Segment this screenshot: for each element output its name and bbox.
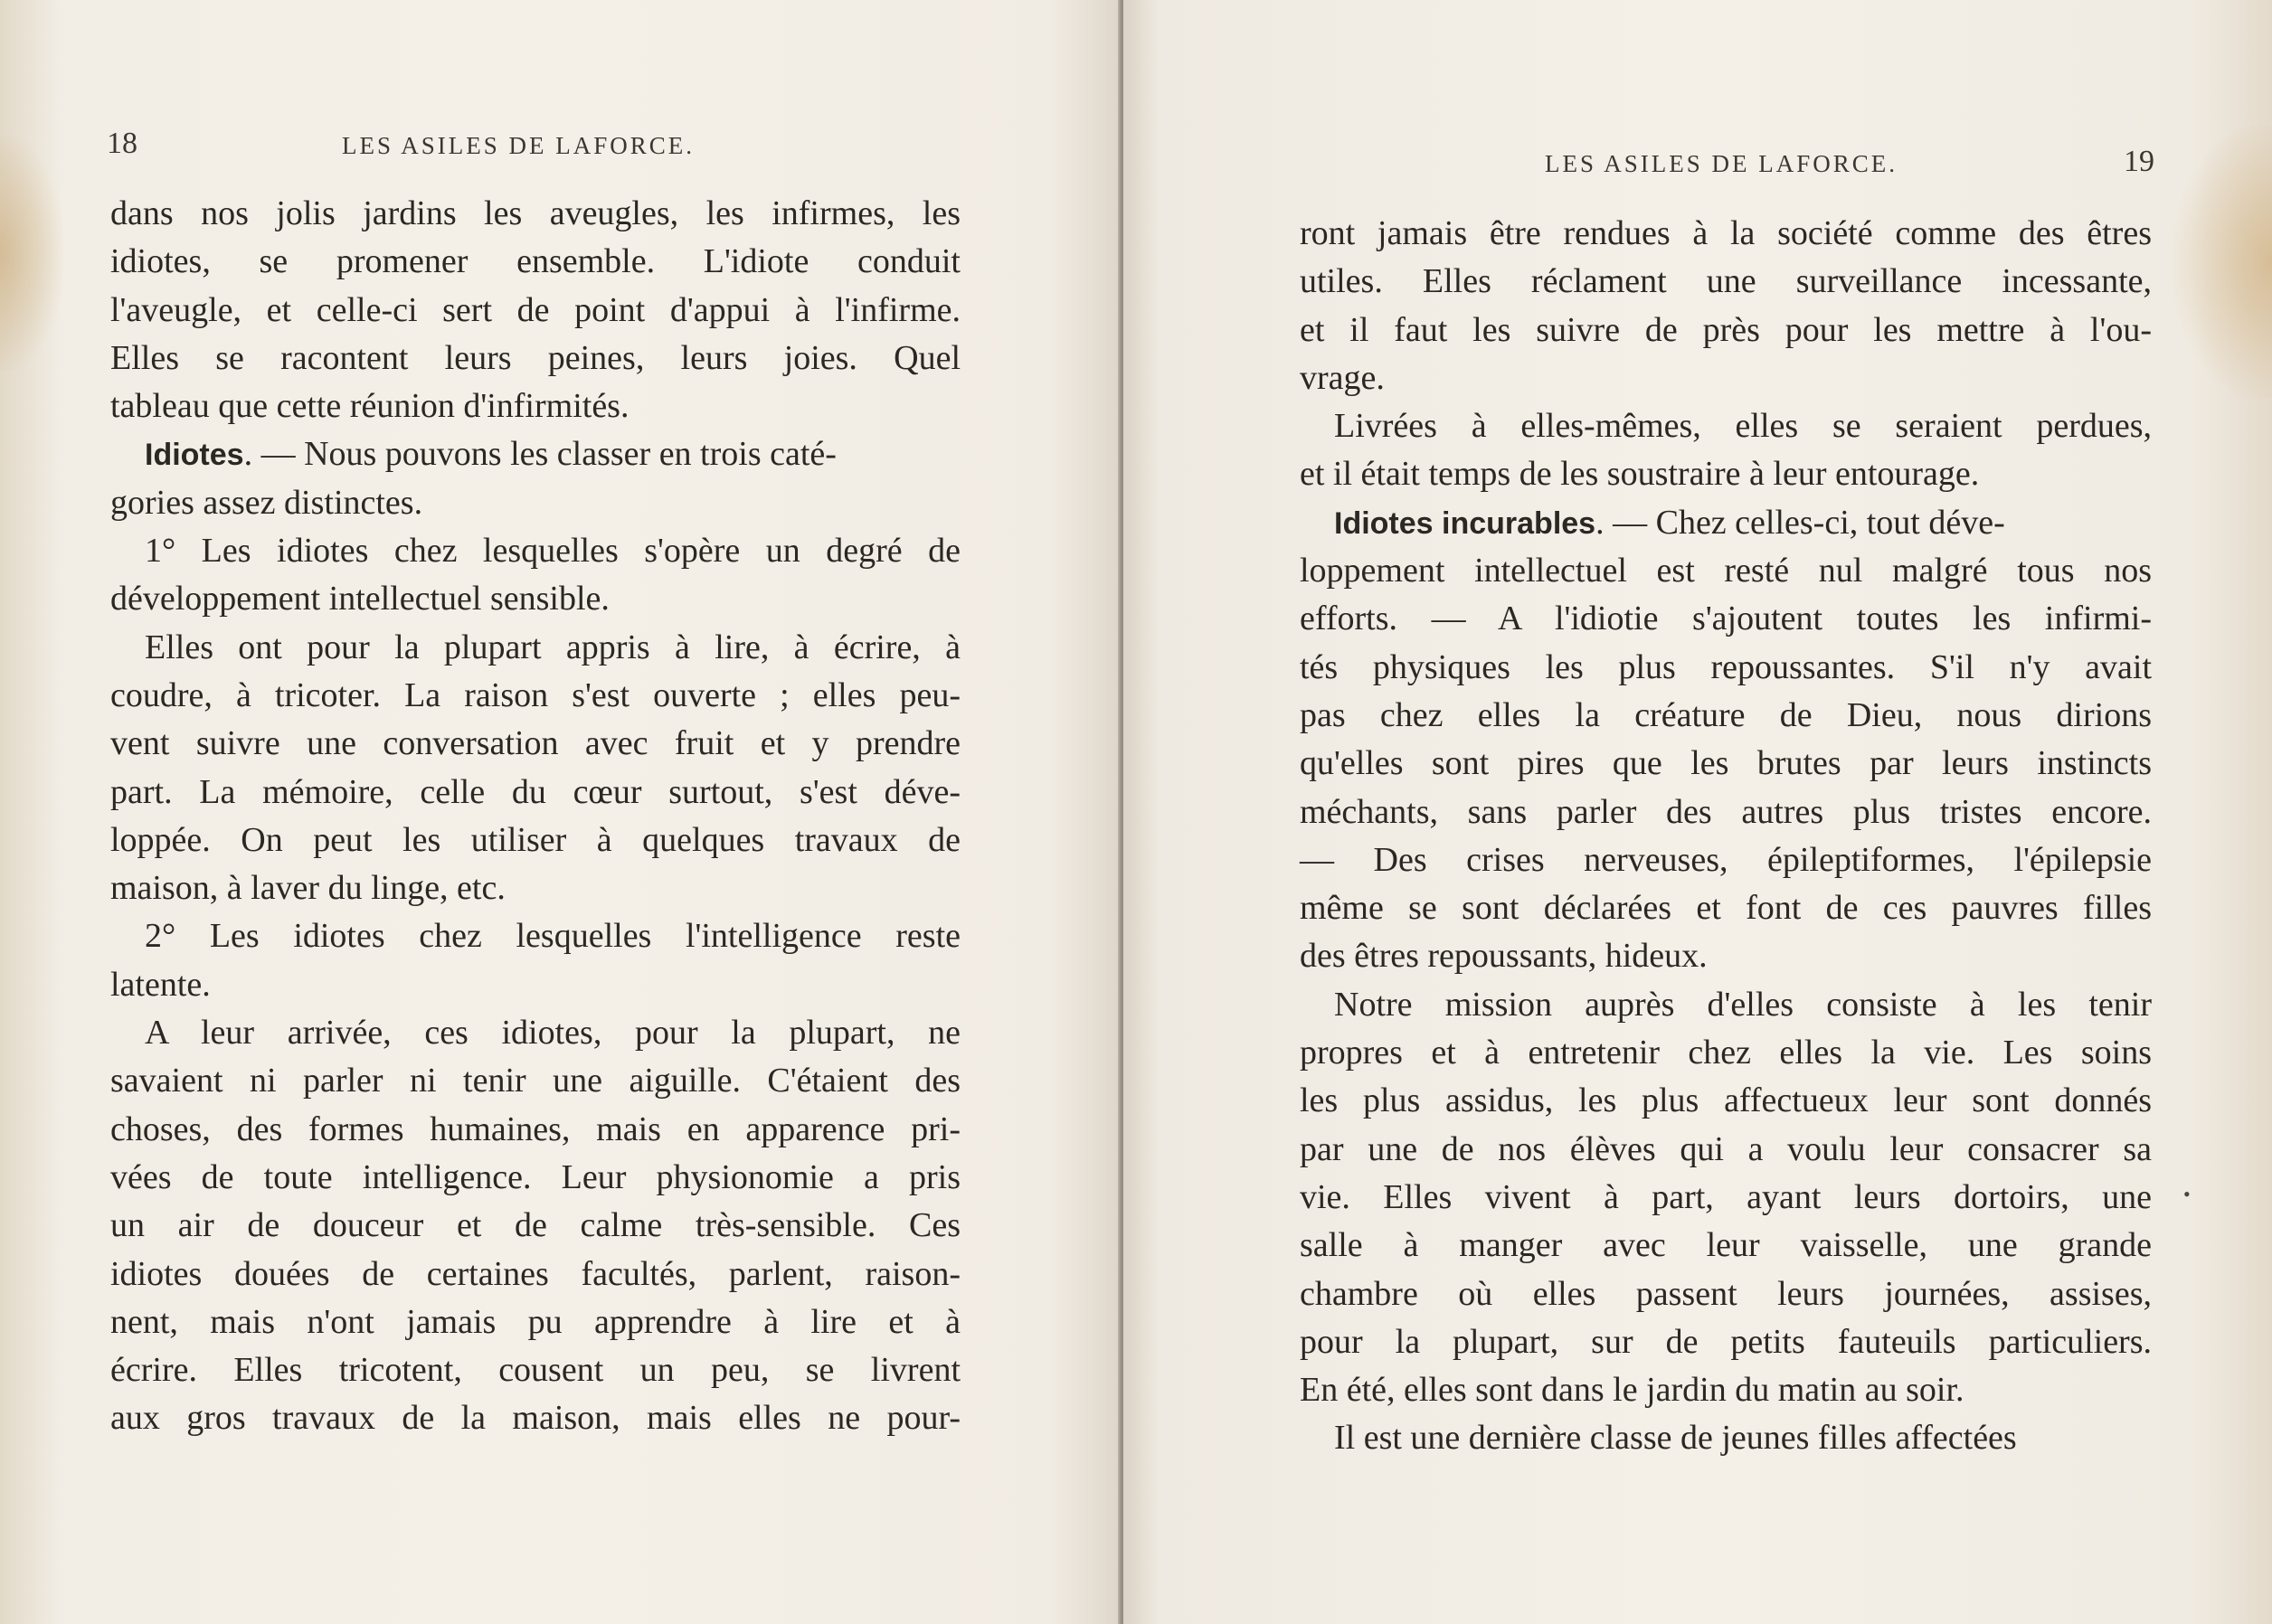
line-text: vrage. [1300,358,1385,397]
line-text: des êtres repoussants, hideux. [1300,937,1708,976]
line-text: . — Chez celles-ci, tout déve- [1595,503,2005,542]
text-line [110,961,961,1009]
text-line [1300,836,2152,884]
text-line [110,672,961,720]
text-line [110,912,961,960]
page-number-right: 19 [2124,145,2154,178]
text-line [110,720,961,768]
text-line [1300,884,2152,932]
line-text: dans nos jolis jardins les aveugles, les infirmes, les [110,194,961,232]
text-line [1300,1077,2152,1125]
line-text: par une de nos élèves qui a voulu leur consacrer sa [1300,1129,2152,1168]
left-page [0,0,1122,1624]
text-line [110,335,961,382]
text-line [110,1251,961,1298]
text-line [1300,1174,2152,1222]
text-line [1300,1414,2152,1462]
text-line [1300,1029,2152,1077]
text-line [110,430,961,478]
line-text: l'aveugle, et celle-ci sert de point d'appui à l'infirme. [110,290,961,329]
text-line [110,527,961,575]
line-text: tés physiques les plus repoussantes. S'il n'y avait [1300,647,2152,686]
text-line [1300,1366,2152,1414]
line-text: loppée. On peut les utiliser à quelques travaux de [110,820,961,859]
line-text: coudre, à tricoter. La raison s'est ouverte ; elles peu- [110,675,961,714]
text-line [1300,692,2152,740]
text-line [1300,499,2152,547]
line-text: salle à manger avec leur vaisselle, une grande [1300,1226,2152,1265]
text-line [110,1154,961,1202]
text-line [110,1202,961,1250]
line-text: . — Nous pouvons les classer en trois caté- [243,435,837,474]
line-text: ront jamais être rendues à la société comme des êtres [1300,214,2152,252]
text-line [110,382,961,430]
line-text: pas chez elles la créature de Dieu, nous dirions [1300,695,2152,734]
line-text: les plus assidus, les plus affectueux leur sont donnés [1300,1081,2152,1120]
running-head-right: LES ASILES DE LAFORCE. [1545,150,1898,177]
text-line [110,769,961,817]
line-text: 2° Les idiotes chez lesquelles l'intelligence reste [145,917,961,956]
line-text: propres et à entretenir chez elles la vie. Les soins [1300,1034,2152,1072]
right-page [1123,0,2272,1624]
text-line [1300,210,2152,258]
text-line [1300,354,2152,402]
line-text: loppement intellectuel est resté nul malgré tous nos [1300,552,2152,590]
line-text: vées de toute intelligence. Leur physionomie a pris [110,1157,961,1196]
text-line [110,1394,961,1442]
line-text: nent, mais n'ont jamais pu apprendre à lire et à [110,1302,961,1341]
text-line [1300,740,2152,788]
paper-stain [0,136,63,371]
text-line [1300,402,2152,450]
line-text: Il est une dernière classe de jeunes filles affectées [1334,1419,2017,1458]
ink-speck: • [2183,1183,2191,1205]
line-text: savaient ni parler ni tenir une aiguille. C'étaient des [110,1062,961,1100]
line-text: développement intellectuel sensible. [110,580,610,618]
text-line [1300,644,2152,692]
line-text: 1° Les idiotes chez lesquelles s'opère un degré de [145,532,961,571]
text-line [110,624,961,672]
running-head-left: LES ASILES DE LAFORCE. [342,132,696,159]
line-text: un air de douceur et de calme très-sensible. Ces [110,1206,961,1245]
line-text: part. La mémoire, celle du cœur surtout, s'est déve- [110,772,961,811]
line-text: Elles ont pour la plupart appris à lire, à écrire, à [145,628,961,666]
line-text: efforts. — A l'idiotie s'ajoutent toutes les infirmi- [1300,600,2152,638]
line-text: — Des crises nerveuses, épileptiformes, l'épilepsie [1300,840,2152,879]
line-text: Notre mission auprès d'elles consiste à les tenir [1334,985,2152,1024]
text-line [110,1009,961,1057]
line-text: A leur arrivée, ces idiotes, pour la plupart, ne [145,1014,961,1053]
line-text: vie. Elles vivent à part, ayant leurs dortoirs, une [1300,1177,2152,1216]
text-line [110,190,961,238]
page-number-left: 18 [107,127,137,160]
text-line [110,287,961,335]
text-line [1300,1318,2152,1366]
text-line [110,238,961,286]
text-line [1300,307,2152,354]
line-text: gories assez distinctes. [110,483,423,522]
text-line [1300,981,2152,1029]
line-text: choses, des formes humaines, mais en apparence pri- [110,1109,961,1148]
section-heading: Idiotes [145,438,244,473]
text-line [110,1106,961,1154]
text-line [110,817,961,864]
line-text: latente. [110,965,211,1004]
line-text: chambre où elles passent leurs journées, assises, [1300,1274,2152,1313]
line-text: En été, elles sont dans le jardin du matin au soir. [1300,1371,1964,1410]
text-line [1300,788,2152,836]
text-line [110,575,961,623]
line-text: Livrées à elles-mêmes, elles se seraient perdues, [1334,407,2152,446]
paper-stain [2173,127,2272,398]
line-text: utiles. Elles réclament une surveillance incessante, [1300,262,2152,301]
line-text: vent suivre une conversation avec fruit et y prendre [110,724,961,763]
text-line [1300,547,2152,595]
line-text: tableau que cette réunion d'infirmités. [110,387,630,426]
text-line [1300,595,2152,643]
line-text: idiotes douées de certaines facultés, parlent, raison- [110,1254,961,1293]
right-page-text [1300,210,2152,1463]
text-line [110,864,961,912]
text-line [1300,450,2152,498]
section-heading: Idiotes incurables [1334,505,1596,541]
text-line [1300,1222,2152,1270]
line-text: pour la plupart, sur de petits fauteuils particuliers. [1300,1322,2152,1361]
line-text: maison, à laver du linge, etc. [110,869,506,908]
line-text: qu'elles sont pires que les brutes par leurs instincts [1300,744,2152,783]
line-text: et il était temps de les soustraire à leur entourage. [1300,455,1980,494]
left-page-text [110,190,961,1443]
text-line [1300,1126,2152,1174]
line-text: aux gros travaux de la maison, mais elles ne pour- [110,1399,961,1438]
line-text: méchants, sans parler des autres plus tristes encore. [1300,792,2152,831]
text-line [110,479,961,527]
text-line [1300,1270,2152,1318]
line-text: idiotes, se promener ensemble. L'idiote conduit [110,242,961,281]
text-line [110,1346,961,1394]
line-text: même se sont déclarées et font de ces pauvres filles [1300,889,2152,928]
text-line [1300,258,2152,306]
text-line [110,1298,961,1346]
line-text: et il faut les suivre de près pour les mettre à l'ou- [1300,310,2152,349]
line-text: écrire. Elles tricotent, cousent un peu, se livrent [110,1351,961,1390]
line-text: Elles se racontent leurs peines, leurs joies. Quel [110,338,961,377]
text-line [110,1057,961,1105]
text-line [1300,932,2152,980]
